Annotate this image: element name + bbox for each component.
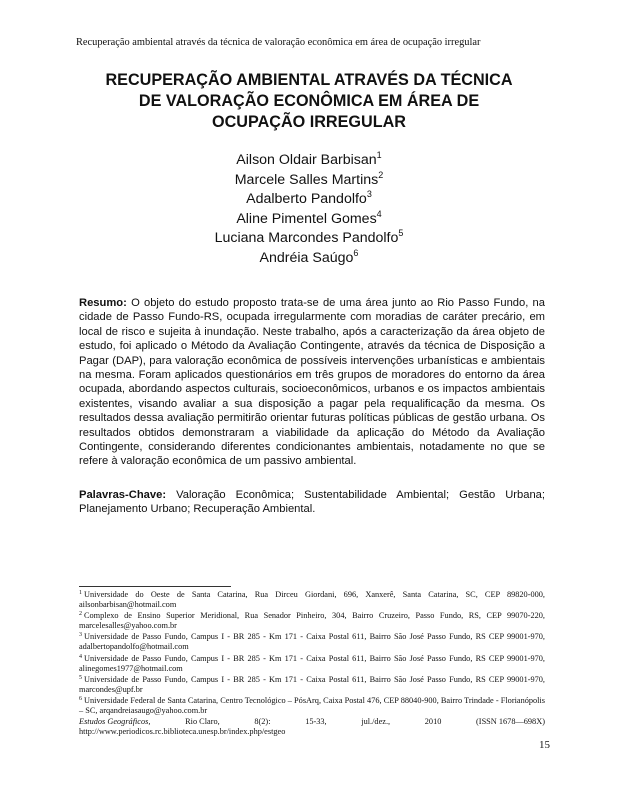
title-line: DE VALORAÇÃO ECONÔMICA EM ÁREA DE xyxy=(138,92,480,110)
author-footnote-mark: 6 xyxy=(353,247,359,258)
author-name: Andréia Saúgo xyxy=(259,249,354,266)
abstract xyxy=(79,296,545,469)
title-line: RECUPERAÇÃO AMBIENTAL ATRAVÉS DA TÉCNICA xyxy=(105,71,513,89)
footnote xyxy=(79,654,545,674)
footnote-text: Universidade do Oeste de Santa Catarina, Rua Dirceu Giordani, 696, Xanxerê, Santa Catarina, SC, CEP 89820-000, ailsonbarbisan@hotmail.com xyxy=(79,590,545,610)
author-footnote-mark: 4 xyxy=(376,208,382,219)
keywords-label: Palavras-Chave: xyxy=(79,489,167,501)
footnote-text: Universidade de Passo Fundo, Campus I - BR 285 - Km 171 - Caixa Postal 611, Bairro São José Passo Fundo, RS CEP 99001-970, marcondes@upf.br xyxy=(79,674,545,694)
footnote-number: 3 xyxy=(79,632,82,639)
footnote xyxy=(79,696,545,716)
keywords xyxy=(79,488,545,517)
journal-citation xyxy=(79,717,545,737)
footnote-number: 6 xyxy=(79,695,82,702)
footnote-number: 2 xyxy=(79,611,82,618)
author xyxy=(0,171,618,191)
author-footnote-mark: 1 xyxy=(376,150,382,160)
footnote-text: Universidade de Passo Fundo, Campus I - BR 285 - Km 171 - Caixa Postal 611, Bairro São José Passo Fundo, RS CEP 99001-970, adalbertopandolfo@hotmail.com xyxy=(79,632,545,652)
footnote-text: Universidade de Passo Fundo, Campus I - BR 285 - Km 171 - Caixa Postal 611, Bairro São José Passo Fundo, RS CEP 99001-970, alinegomes1977@hotmail.com xyxy=(79,653,545,673)
footnote xyxy=(79,675,545,695)
article-title xyxy=(60,70,558,133)
journal-issn: (ISSN 1678—698X) xyxy=(476,717,545,727)
journal-name: Estudos Geográficos, xyxy=(79,717,151,727)
journal-issue: 8(2): xyxy=(254,717,271,727)
author xyxy=(0,210,618,230)
footnote-divider xyxy=(79,586,231,587)
footnote xyxy=(79,632,545,652)
author-footnote-mark: 2 xyxy=(378,169,384,180)
running-head: Recuperação ambiental através da técnica de valoração econômica em área de ocupação irregular xyxy=(76,37,481,48)
footnote xyxy=(79,590,545,610)
author-name: Marcele Salles Martins xyxy=(234,171,379,188)
journal-city: Rio Claro, xyxy=(185,717,220,727)
author xyxy=(0,190,618,210)
footnote-number: 5 xyxy=(79,674,82,681)
title-line: OCUPAÇÃO IRREGULAR xyxy=(212,113,406,131)
footnotes xyxy=(79,590,545,737)
abstract-label: Resumo: xyxy=(79,297,127,309)
abstract-text: O objeto do estudo proposto trata-se de uma área junto ao Rio Passo Fundo, na cidade de Passo Fundo-RS, ocupada irregularmente com moradias de caráter precário, em local de risco e sujeita à inundação. Neste trabalho, após a caracterização da área objeto de estudo, foi aplicado o Método da Avaliação Contingente, através da técnica de Disposição a Pagar (DAP), para valoração econômica de possíveis intervenções urbanísticas e ambientais na mesma. Foram aplicados questionários em três grupos de moradores do entorno da área ocupada, abordando aspectos culturais, socioeconômicos, urbanos e os impactos ambientais existentes, visando avaliar a sua disposição a pagar pela requalificação da mesma. Os resultados dessa avaliação permitirão orientar futuras políticas públicas de gestão urbana. Os resultados obtidos demonstraram a viabilidade da aplicação do Método da Avaliação Contingente, considerando diferentes condicionantes ambientais, notadamente no que se refere à valoração econômica de um passivo ambiental. xyxy=(79,297,545,468)
footnote-text: Complexo de Ensino Superior Meridional, Rua Senador Pinheiro, 304, Bairro Cruzeiro, Passo Fundo, RS, CEP 99070-220, marcelesalles@yahoo.com.br xyxy=(79,611,545,631)
footnote-text: Universidade Federal de Santa Catarina, Centro Tecnológico – PósArq, Caixa Postal 476, CEP 88040-900, Bairro Trindade - Florianópolis – SC, arqandreiasaugo@yahoo.com.br xyxy=(79,695,545,716)
journal-pages: 15-33, xyxy=(305,717,327,727)
author xyxy=(0,229,618,249)
page-number: 15 xyxy=(539,739,550,751)
journal-year: 2010 xyxy=(424,717,442,727)
journal-url[interactable]: http://www.periodicos.rc.biblioteca.unesp.br/index.php/estgeo xyxy=(79,727,286,737)
author xyxy=(0,151,618,171)
author-list xyxy=(0,151,618,269)
author-footnote-mark: 5 xyxy=(398,228,404,239)
author-name: Aline Pimentel Gomes xyxy=(236,210,377,227)
journal-date: jul./dez., xyxy=(361,717,391,727)
author-footnote-mark: 3 xyxy=(366,189,372,200)
keywords-text: Valoração Econômica; Sustentabilidade Ambiental; Gestão Urbana; Planejamento Urbano; Recuperação Ambiental. xyxy=(79,489,545,516)
author-name: Adalberto Pandolfo xyxy=(246,191,367,208)
author-name: Luciana Marcondes Pandolfo xyxy=(214,230,399,247)
author-name: Ailson Oldair Barbisan xyxy=(236,152,377,168)
footnote-number: 4 xyxy=(79,653,82,660)
author xyxy=(0,249,618,269)
footnote-number: 1 xyxy=(79,590,82,596)
footnote xyxy=(79,611,545,631)
